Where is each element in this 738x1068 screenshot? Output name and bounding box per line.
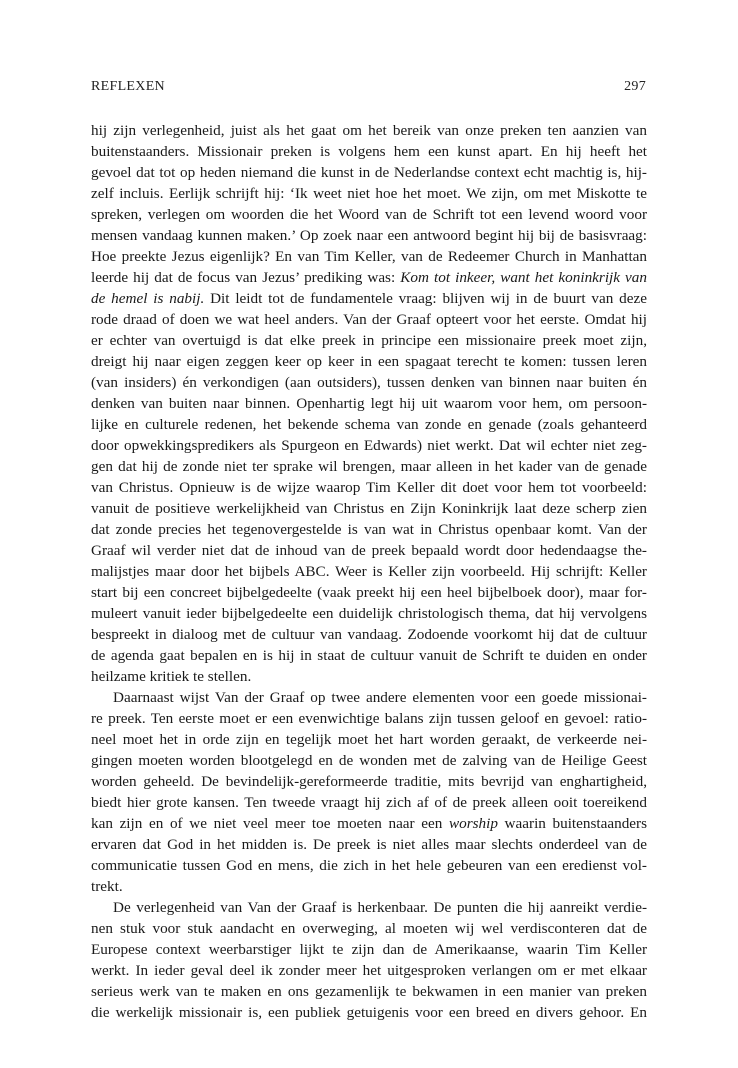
text-line: De verlegenheid van Van der Graaf is herkenbaar. De punten die hij aanreikt verdie-: [113, 899, 647, 916]
italic-text-run: de hemel is nabij.: [91, 290, 205, 307]
text-run: kan zijn en of we niet veel meer toe moeten naar een: [91, 815, 449, 832]
text-line: gen dat hij de zonde niet ter sprake wil brengen, maar alleen in het kader van de genade: [91, 458, 647, 475]
italic-text-run: Kom tot inkeer, want het koninkrijk van: [400, 269, 647, 286]
running-head-title: REFLEXEN: [91, 79, 165, 94]
text-line: die werkelijk missionair is, een publiek getuigenis voor een breed en divers gehoor. En: [91, 1004, 647, 1021]
text-line: bespreekt in dialoog met de cultuur van vandaag. Zodoende voorkomt hij dat de cultuur: [91, 626, 647, 643]
text-line: zelf incluis. Eerlijk schrijft hij: ‘Ik weet niet hoe het moet. We zijn, om met Miskotte te: [91, 185, 647, 202]
text-line: lijke en culturele redenen, het bekende schema van zonde en genade (zoals gehanteerd: [91, 416, 647, 433]
body-text: [91, 120, 647, 1023]
text-run: waarin buitenstaanders: [497, 815, 647, 832]
text-line: [91, 288, 647, 309]
text-line: spreken, verlegen om woorden die het Woord van de Schrift tot een levend woord voor: [91, 206, 647, 223]
text-run: Dit leidt tot de fundamentele vraag: blijven wij in de buurt van deze: [204, 290, 647, 307]
text-line: gingen moeten worden blootgelegd en de wonden met de zalving van de Heilige Geest: [91, 752, 647, 769]
text-line: heilzame kritiek te stellen.: [91, 668, 252, 685]
text-line: werkt. In ieder geval deel ik zonder meer het uitgesproken verlangen om er met elkaar: [91, 962, 647, 979]
text-line: Graaf wil verder niet dat de inhoud van de preek bepaald wordt door hedendaagse the-: [91, 542, 647, 559]
text-line: er echter van overtuigd is dat elke preek in principe een missionaire preek moet zijn,: [91, 332, 647, 349]
text-line: de agenda gaat bepalen en is hij in staat de cultuur vanuit de Schrift te duiden en onder: [91, 647, 647, 664]
text-line: dat zonde precies het tegenovergestelde is van wat in Christus openbaar komt. Van der: [91, 521, 647, 538]
text-line: dreigt hij naar eigen zeggen keer op keer in een spagaat terecht te komen: tussen leren: [91, 353, 647, 370]
running-head: [91, 79, 646, 95]
text-line: door opwekkingspredikers als Spurgeon en Edwards) niet werkt. Dat wil echter niet zeg-: [91, 437, 647, 454]
text-line: re preek. Ten eerste moet er een evenwichtige balans zijn tussen geloof en gevoel: ratio-: [91, 710, 647, 727]
text-line: worden geheeld. De bevindelijk-gereformeerde traditie, mits bevrijd van enghartigheid,: [91, 773, 647, 790]
text-line: communicatie tussen God en mens, die zich in het hele gebeuren van een eredienst vol-: [91, 857, 647, 874]
text-line: denken van buiten naar binnen. Openhartig legt hij uit waarom voor hem, om persoon-: [91, 395, 647, 412]
text-line: ervaren dat God in het midden is. De preek is niet alles maar slechts onderdeel van de: [91, 836, 647, 853]
text-line: muleert vanuit ieder bijbelgedeelte een duidelijk christologisch thema, dat hij vervolgens: [91, 605, 647, 622]
italic-text-run: worship: [448, 815, 498, 832]
text-line: biedt hier grote kansen. Ten tweede vraagt hij zich af of de preek alleen ooit toereikend: [91, 794, 647, 811]
text-line: start bij een concreet bijbelgedeelte (vaak preekt hij een heel bijbelboek door), maar for-: [91, 584, 647, 601]
text-line: mensen vandaag kunnen maken.’ Op zoek naar een antwoord begint hij bij de basisvraag:: [91, 227, 647, 244]
text-line: (van insiders) én verkondigen (aan outsiders), tussen denken van binnen naar buiten én: [91, 374, 647, 391]
text-line: [91, 267, 647, 288]
text-line: nen stuk voor stuk aandacht en overweging, al moeten wij wel verdisconteren dat de: [91, 920, 647, 937]
text-line: malijstjes maar door het bijbels ABC. Weer is Keller zijn voorbeeld. Hij schrijft: Keller: [91, 563, 647, 580]
text-line: vanuit de positieve werkelijkheid van Christus en Zijn Koninkrijk laat deze scherp zien: [91, 500, 647, 517]
page-number: 297: [624, 79, 646, 94]
text-line: gevoel dat tot op heden niemand die kunst in de Nederlandse context echt machtig is, hij-: [91, 164, 647, 181]
text-line: trekt.: [91, 878, 123, 895]
text-line: [91, 813, 647, 834]
text-line: Hoe preekte Jezus eigenlijk? En van Tim Keller, van de Redeemer Church in Manhattan: [91, 248, 647, 265]
text-line: serieus werk van te maken en ons gezamenlijk te bekwamen in een manier van preken: [91, 983, 647, 1000]
text-line: Daarnaast wijst Van der Graaf op twee andere elementen voor een goede missionai-: [113, 689, 647, 706]
text-line: van Christus. Opnieuw is de wijze waarop Tim Keller dit doet voor hem tot voorbeeld:: [91, 479, 647, 496]
text-run: leerde hij dat de focus van Jezus’ prediking was:: [91, 269, 401, 286]
text-line: buitenstaanders. Missionair preken is volgens hem een kunst apart. En hij heeft het: [91, 143, 647, 160]
text-line: Europese context weerbarstiger lijkt te zijn dan de Amerikaanse, waarin Tim Keller: [91, 941, 647, 958]
text-line: hij zijn verlegenheid, juist als het gaat om het bereik van onze preken ten aanzien van: [91, 122, 647, 139]
text-line: neel moet het in orde zijn en tegelijk moet het hart worden geraakt, de verkeerde nei-: [91, 731, 647, 748]
text-line: rode draad of doen we wat heel anders. Van der Graaf opteert voor het eerste. Omdat hij: [91, 311, 647, 328]
